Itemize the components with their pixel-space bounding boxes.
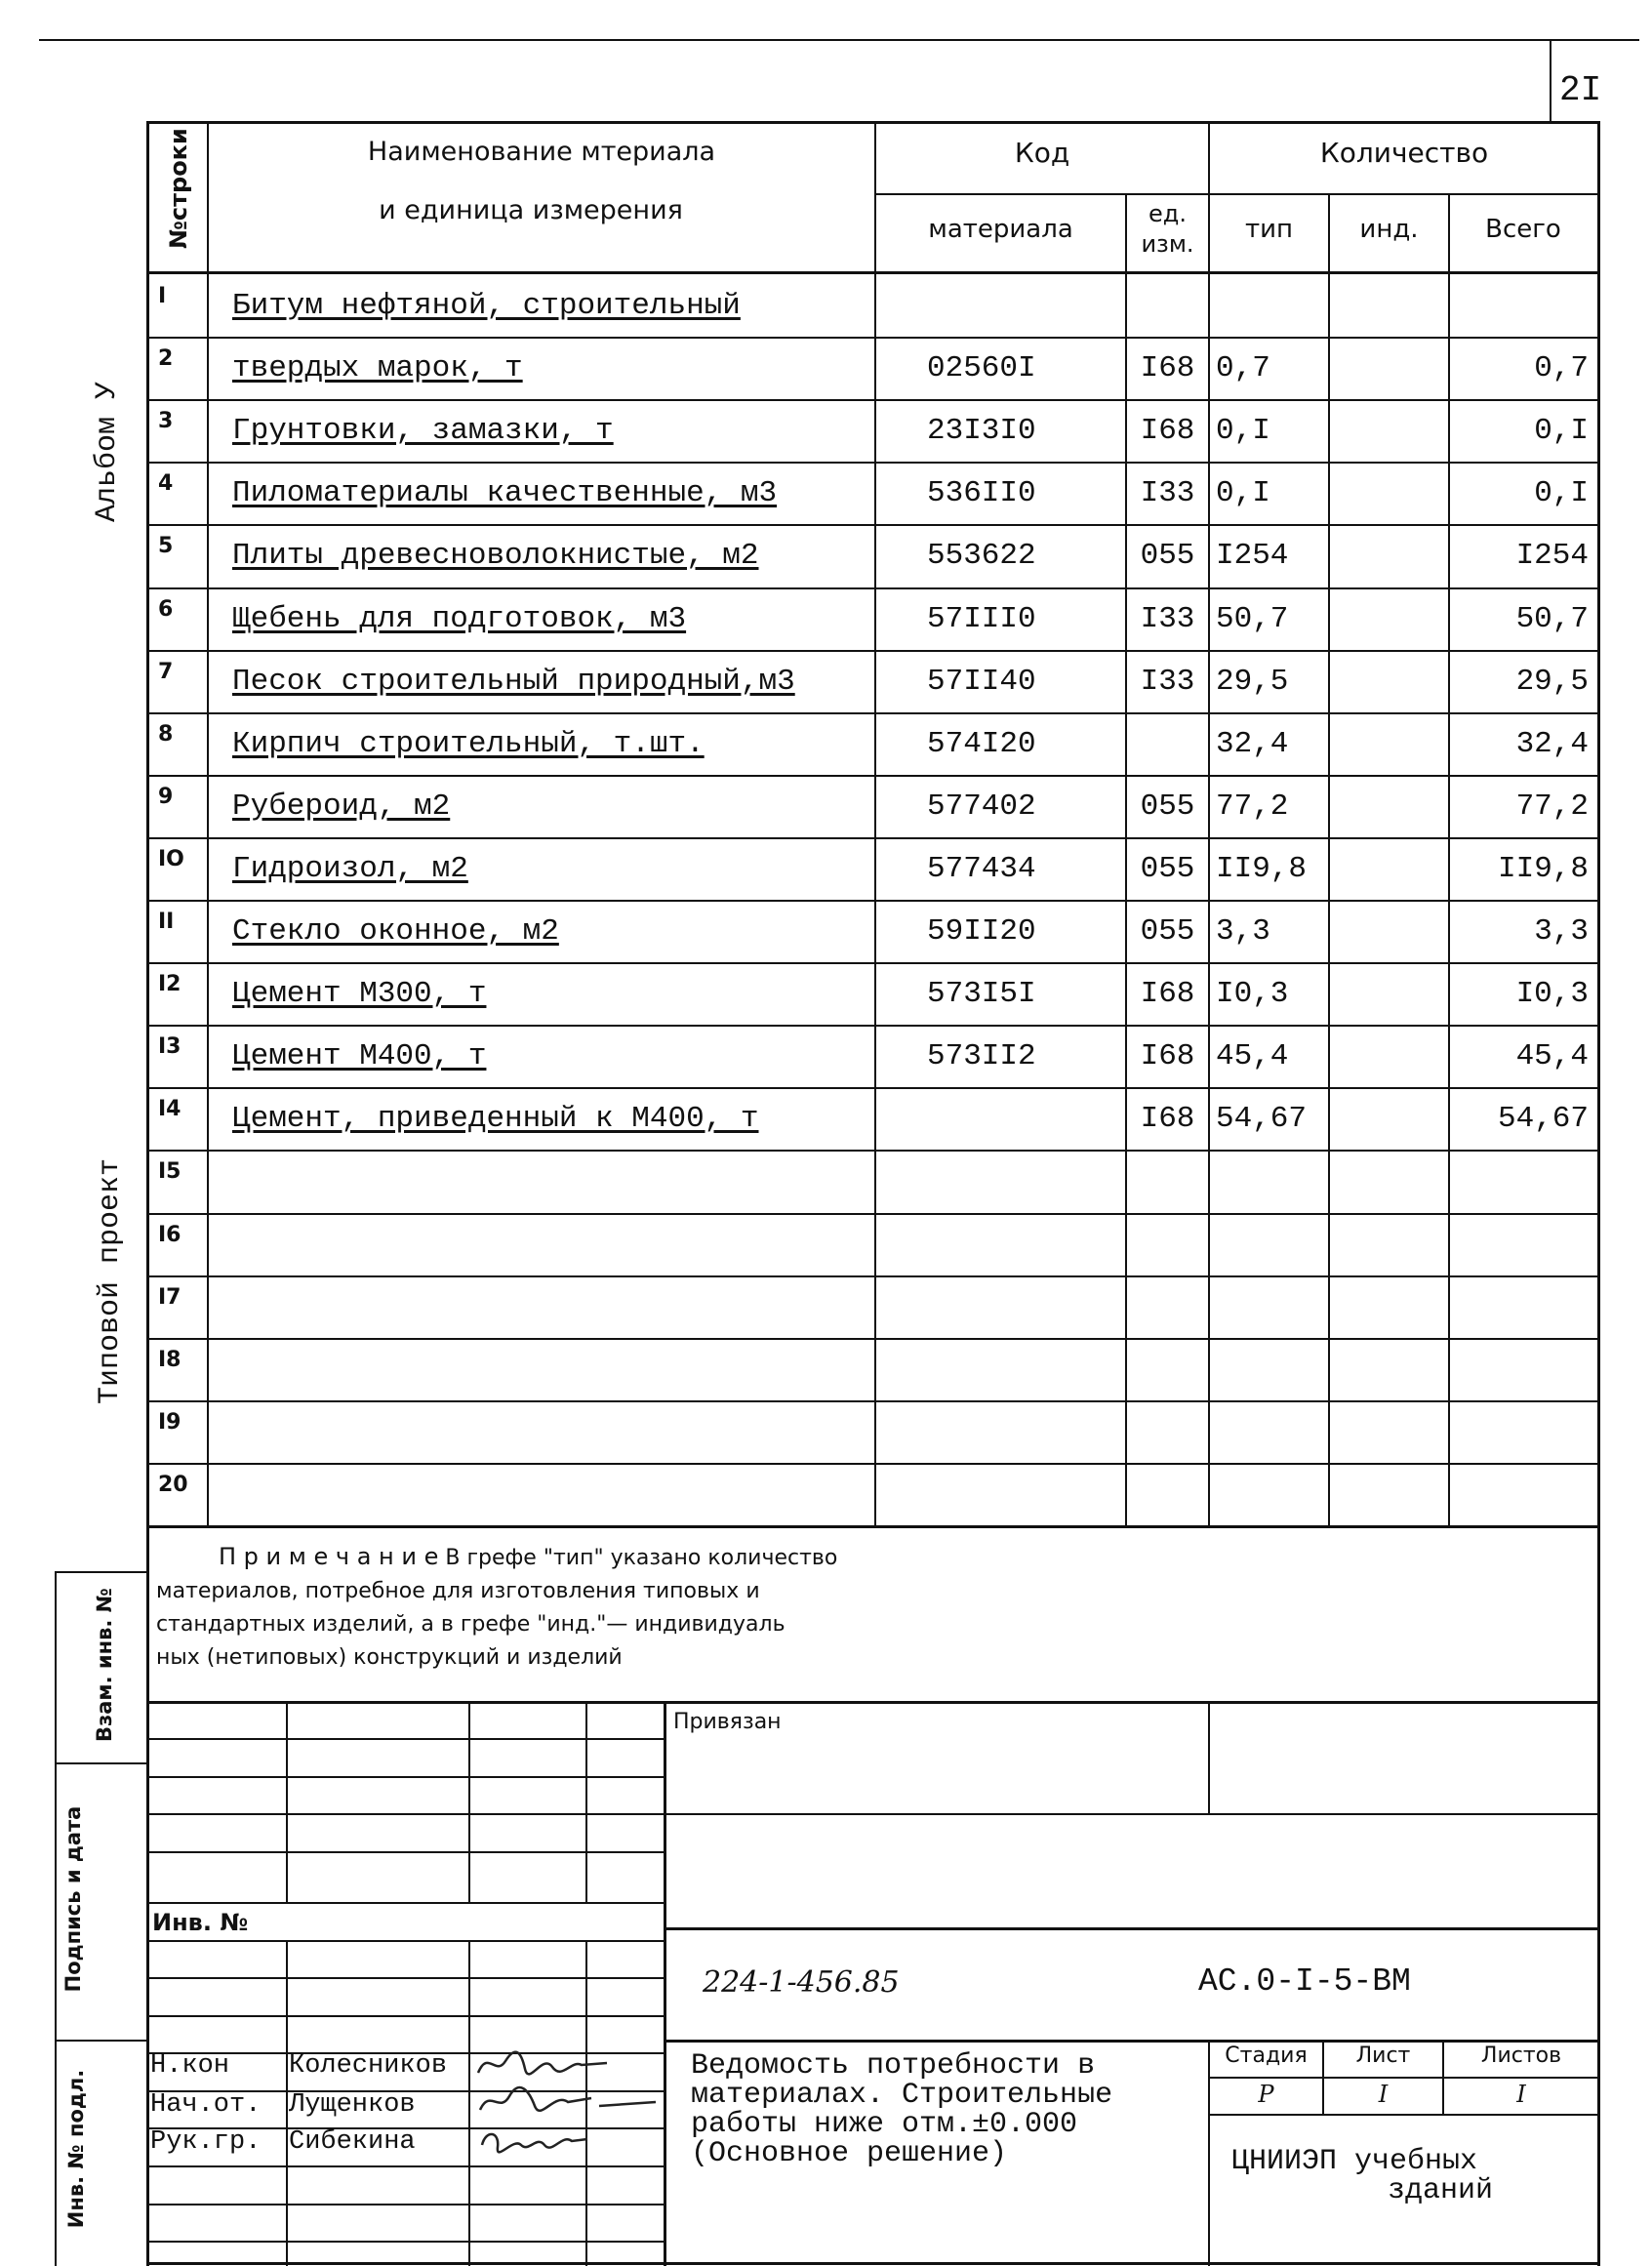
material-code: 574I20 bbox=[927, 726, 1036, 761]
qty-type: 0,I bbox=[1216, 475, 1270, 510]
row-number: 4 bbox=[158, 471, 174, 496]
unit-code: 055 bbox=[1140, 789, 1195, 824]
material-name bbox=[211, 1150, 874, 1212]
note-line4: ных (нетиповых) конструкций и изделий bbox=[156, 1645, 623, 1670]
side-album: Альбом У bbox=[91, 381, 124, 523]
qty-total: 77,2 bbox=[1515, 789, 1589, 824]
qty-ind bbox=[1330, 587, 1448, 650]
qty-total: 0,I bbox=[1534, 475, 1589, 510]
qty-total: I0,3 bbox=[1515, 976, 1589, 1011]
material-code: 57III0 bbox=[927, 601, 1036, 636]
title-line2: материалах. Строительные bbox=[691, 2079, 1113, 2112]
title-line4: (Основное решение) bbox=[691, 2137, 1008, 2170]
material-name bbox=[211, 1400, 874, 1463]
qty-type bbox=[1210, 1275, 1328, 1338]
qty-ind bbox=[1330, 1087, 1448, 1150]
qty-ind bbox=[1330, 399, 1448, 462]
name-kolesnikov: Колесников bbox=[289, 2051, 448, 2081]
qty-ind bbox=[1330, 337, 1448, 399]
page-number: 2I bbox=[1559, 70, 1602, 110]
sheet-value: I bbox=[1378, 2081, 1389, 2108]
row-number: 9 bbox=[158, 785, 174, 809]
header-quantity: Количество bbox=[1319, 137, 1489, 169]
qty-ind bbox=[1330, 900, 1448, 962]
header-unit-line1: ед. bbox=[1148, 200, 1187, 227]
material-name: Рубероид, м2 bbox=[232, 789, 451, 824]
signature-3 bbox=[474, 2120, 591, 2159]
qty-type: II9,8 bbox=[1216, 851, 1308, 886]
qty-type bbox=[1210, 1400, 1328, 1463]
qty-total: 50,7 bbox=[1515, 601, 1589, 636]
row-number: II bbox=[158, 910, 175, 934]
qty-ind bbox=[1330, 650, 1448, 712]
qty-ind bbox=[1330, 1463, 1448, 1525]
row-number: 6 bbox=[158, 597, 174, 622]
qty-type bbox=[1210, 1150, 1328, 1212]
qty-ind bbox=[1330, 837, 1448, 900]
unit-code: 055 bbox=[1140, 913, 1195, 949]
material-code: 59II20 bbox=[927, 913, 1036, 949]
qty-ind bbox=[1330, 462, 1448, 524]
material-code: 536II0 bbox=[927, 475, 1036, 510]
organization bbox=[1231, 2147, 1493, 2205]
qty-ind bbox=[1330, 962, 1448, 1025]
material-code: 573I5I bbox=[927, 976, 1036, 1011]
side-inv-podl: Инв. № подл. bbox=[64, 2069, 88, 2229]
qty-total: 0,7 bbox=[1534, 350, 1589, 385]
unit-code: I68 bbox=[1140, 350, 1195, 385]
qty-ind bbox=[1330, 274, 1448, 337]
header-code-material: материала bbox=[928, 215, 1073, 244]
role-nach-ot: Нач.от. bbox=[150, 2090, 262, 2120]
unit-code: I68 bbox=[1140, 1101, 1195, 1136]
material-name: Стекло оконное, м2 bbox=[232, 913, 559, 949]
unit-code: 055 bbox=[1140, 851, 1195, 886]
title-line1: Ведомость потребности в bbox=[691, 2049, 1096, 2083]
unit-code: I33 bbox=[1140, 664, 1195, 699]
note bbox=[156, 1540, 837, 1675]
org-line1: ЦНИИЭП учебных bbox=[1231, 2145, 1478, 2178]
header-total: Всего bbox=[1485, 215, 1561, 244]
row-number: 3 bbox=[158, 409, 174, 433]
qty-type: 0,I bbox=[1216, 413, 1270, 448]
material-code: 02560I bbox=[927, 350, 1036, 385]
unit-code: I68 bbox=[1140, 976, 1195, 1011]
material-name: Пиломатериалы качественные, м3 bbox=[232, 475, 778, 510]
header-unit-line2: изм. bbox=[1141, 230, 1194, 258]
note-line1: В грефе "тип" указано количество bbox=[438, 1546, 838, 1570]
signature-1 bbox=[474, 2043, 611, 2083]
row-number: IO bbox=[158, 847, 184, 871]
row-number: I6 bbox=[158, 1223, 181, 1247]
qty-type: 77,2 bbox=[1216, 789, 1289, 824]
material-code bbox=[876, 1338, 1125, 1400]
qty-type: 32,4 bbox=[1216, 726, 1289, 761]
unit-code bbox=[1127, 1400, 1208, 1463]
material-name: Цемент М400, т bbox=[232, 1038, 487, 1073]
qty-total: 32,4 bbox=[1515, 726, 1589, 761]
material-code bbox=[876, 1150, 1125, 1212]
header-ind: инд. bbox=[1359, 215, 1419, 244]
unit-code bbox=[1127, 1150, 1208, 1212]
row-number: 5 bbox=[158, 534, 174, 558]
name-sibekina: Сибекина bbox=[289, 2127, 416, 2157]
unit-code bbox=[1127, 712, 1208, 775]
qty-ind bbox=[1330, 1150, 1448, 1212]
qty-type: 29,5 bbox=[1216, 664, 1289, 699]
material-code: 57II40 bbox=[927, 664, 1036, 699]
qty-ind bbox=[1330, 524, 1448, 587]
title-line3: работы ниже отм.±0.000 bbox=[691, 2108, 1078, 2141]
qty-total: 29,5 bbox=[1515, 664, 1589, 699]
qty-total: 45,4 bbox=[1515, 1038, 1589, 1073]
qty-type: 54,67 bbox=[1216, 1101, 1308, 1136]
document-title bbox=[691, 2051, 1112, 2168]
stage-label: Стадия bbox=[1225, 2043, 1308, 2068]
role-ruk-gr: Рук.гр. bbox=[150, 2127, 262, 2157]
material-name: твердых марок, т bbox=[232, 350, 523, 385]
material-name: Песок строительный природный,м3 bbox=[232, 664, 795, 699]
header-code: Код bbox=[1014, 137, 1070, 169]
unit-code bbox=[1127, 274, 1208, 337]
qty-ind bbox=[1330, 775, 1448, 837]
material-name bbox=[211, 1338, 874, 1400]
qty-type bbox=[1210, 274, 1328, 337]
qty-type bbox=[1210, 1338, 1328, 1400]
header-row-number: №строки bbox=[165, 128, 192, 249]
qty-ind bbox=[1330, 712, 1448, 775]
inv-no-label: Инв. № bbox=[152, 1909, 249, 1936]
org-line2: зданий bbox=[1388, 2174, 1494, 2207]
row-number: I5 bbox=[158, 1159, 181, 1184]
row-number: I2 bbox=[158, 972, 181, 996]
material-name: Гидроизол, м2 bbox=[232, 851, 468, 886]
material-name bbox=[211, 1213, 874, 1275]
header-name-line2: и единица измерения bbox=[379, 195, 683, 225]
qty-total bbox=[1450, 1400, 1596, 1463]
header-type: тип bbox=[1244, 215, 1294, 244]
material-name: Плиты древесноволокнистые, м2 bbox=[232, 538, 759, 573]
note-line2: материалов, потребное для изготовления типовых и bbox=[156, 1579, 760, 1603]
privyazan-label: Привязан bbox=[673, 1710, 782, 1734]
unit-code bbox=[1127, 1213, 1208, 1275]
qty-type: 50,7 bbox=[1216, 601, 1289, 636]
row-number: 2 bbox=[158, 346, 174, 371]
material-name: Кирпич строительный, т.шт. bbox=[232, 726, 705, 761]
signature-2 bbox=[474, 2081, 660, 2120]
unit-code bbox=[1127, 1338, 1208, 1400]
qty-total bbox=[1450, 1338, 1596, 1400]
unit-code bbox=[1127, 1463, 1208, 1525]
material-code bbox=[876, 1213, 1125, 1275]
material-code bbox=[876, 1400, 1125, 1463]
role-nkon: Н.кон bbox=[150, 2051, 230, 2081]
material-code: 23I3I0 bbox=[927, 413, 1036, 448]
document-code: АС.0-I-5-ВМ bbox=[1198, 1963, 1411, 2000]
unit-code: I68 bbox=[1140, 413, 1195, 448]
sheets-value: I bbox=[1516, 2081, 1526, 2108]
qty-total: 54,67 bbox=[1497, 1101, 1589, 1136]
material-name: Цемент, приведенный к М400, т bbox=[232, 1101, 759, 1136]
material-code bbox=[876, 1087, 1125, 1150]
row-number: 8 bbox=[158, 722, 174, 747]
side-project: Типовой проект bbox=[94, 1157, 127, 1405]
material-name: Щебень для подготовок, м3 bbox=[232, 601, 687, 636]
qty-total bbox=[1450, 1463, 1596, 1525]
unit-code: I33 bbox=[1140, 601, 1195, 636]
qty-type: 45,4 bbox=[1216, 1038, 1289, 1073]
material-code bbox=[876, 1275, 1125, 1338]
qty-total bbox=[1450, 1213, 1596, 1275]
qty-type bbox=[1210, 1213, 1328, 1275]
material-name: Цемент М300, т bbox=[232, 976, 487, 1011]
qty-total: 3,3 bbox=[1534, 913, 1589, 949]
project-number: 224-1-456.85 bbox=[703, 1965, 900, 2000]
material-code: 573II2 bbox=[927, 1038, 1036, 1073]
unit-code bbox=[1127, 1275, 1208, 1338]
row-number: 7 bbox=[158, 660, 174, 684]
sheets-label: Листов bbox=[1480, 2043, 1562, 2068]
unit-code: I68 bbox=[1140, 1038, 1195, 1073]
unit-code: 055 bbox=[1140, 538, 1195, 573]
sheet-label: Лист bbox=[1355, 2043, 1411, 2068]
qty-type bbox=[1210, 1463, 1328, 1525]
qty-ind bbox=[1330, 1025, 1448, 1087]
row-number: I bbox=[158, 284, 167, 308]
material-name bbox=[211, 1463, 874, 1525]
material-name: Битум нефтяной, строительный bbox=[232, 288, 741, 323]
row-number: I4 bbox=[158, 1097, 181, 1121]
material-name: Грунтовки, замазки, т bbox=[232, 413, 614, 448]
qty-total: 0,I bbox=[1534, 413, 1589, 448]
row-number: I8 bbox=[158, 1348, 181, 1372]
qty-ind bbox=[1330, 1400, 1448, 1463]
row-number: I3 bbox=[158, 1034, 181, 1059]
row-number: 20 bbox=[158, 1473, 188, 1497]
qty-ind bbox=[1330, 1275, 1448, 1338]
qty-ind bbox=[1330, 1338, 1448, 1400]
stage-value: Р bbox=[1258, 2081, 1274, 2108]
header-name-line1: Наименование мтериала bbox=[367, 137, 716, 167]
material-code bbox=[876, 1463, 1125, 1525]
qty-ind bbox=[1330, 1213, 1448, 1275]
side-podpis: Подпись и дата bbox=[61, 1805, 85, 1993]
material-name bbox=[211, 1275, 874, 1338]
qty-type: I0,3 bbox=[1216, 976, 1289, 1011]
row-number: I7 bbox=[158, 1285, 181, 1310]
qty-total: I254 bbox=[1515, 538, 1589, 573]
qty-type: I254 bbox=[1216, 538, 1289, 573]
qty-type: 3,3 bbox=[1216, 913, 1270, 949]
material-code: 577402 bbox=[927, 789, 1036, 824]
qty-type: 0,7 bbox=[1216, 350, 1270, 385]
qty-total: II9,8 bbox=[1497, 851, 1589, 886]
material-code bbox=[876, 274, 1125, 337]
name-lushchenkov: Лущенков bbox=[289, 2090, 416, 2120]
material-code: 553622 bbox=[927, 538, 1036, 573]
unit-code: I33 bbox=[1140, 475, 1195, 510]
note-line3: стандартных изделий, а в грефе "инд."— индивидуаль bbox=[156, 1612, 786, 1637]
row-number: I9 bbox=[158, 1410, 181, 1435]
qty-total bbox=[1450, 1150, 1596, 1212]
note-label: П р и м е ч а н и е bbox=[219, 1543, 439, 1570]
qty-total bbox=[1450, 274, 1596, 337]
side-vzam: Взам. инв. № bbox=[93, 1588, 116, 1742]
material-code: 577434 bbox=[927, 851, 1036, 886]
qty-total bbox=[1450, 1275, 1596, 1338]
